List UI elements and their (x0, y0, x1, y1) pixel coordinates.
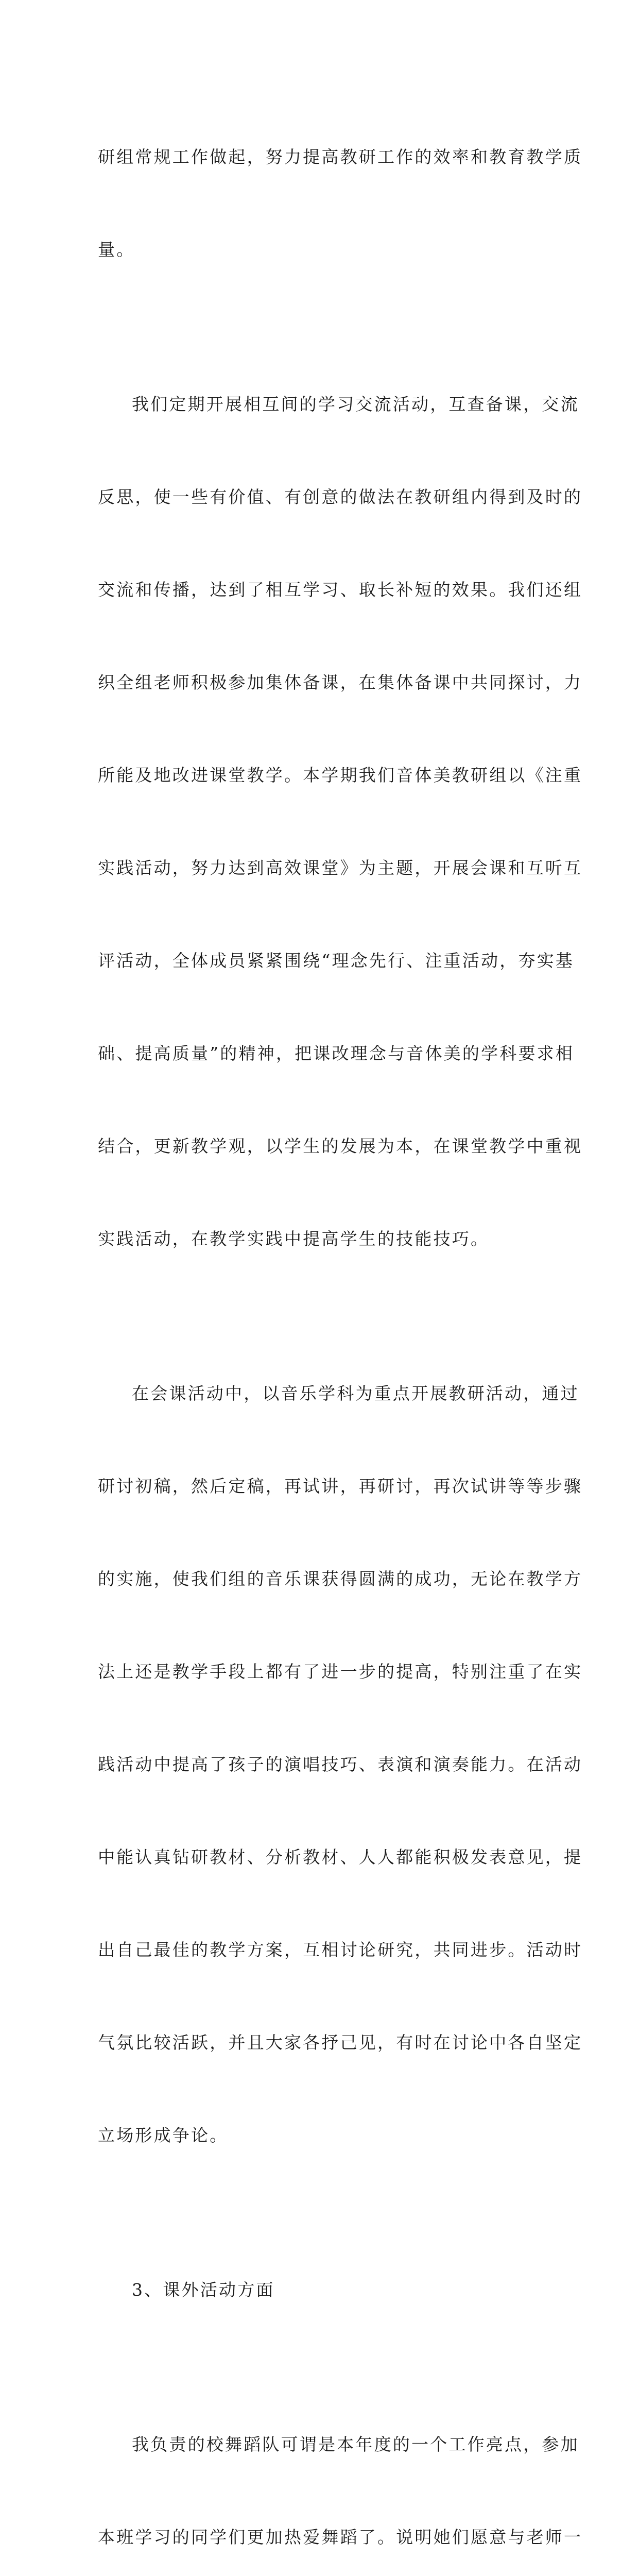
text-line: 践活动中提高了孩子的演唱技巧、表演和演奏能力。在活动 (98, 1754, 583, 1774)
text-line: 法上还是教学手段上都有了进一步的提高，特别注重了在实 (98, 1662, 583, 1682)
text-line: 交流和传播，达到了相互学习、取长补短的效果。我们还组 (98, 580, 583, 600)
text-line: 所能及地改进课堂教学。本学期我们音体美教研组以《注重 (98, 765, 583, 785)
paragraph-5 (98, 2367, 583, 2576)
text-line: 量。 (98, 240, 135, 260)
text-line: 反思，使一些有价值、有创意的做法在教研组内得到及时的 (98, 487, 583, 507)
text-line: 础、提高质量”的精神，把课改理念与音体美的学科要求相 (98, 1043, 575, 1063)
text-line: 实践活动，在教学实践中提高学生的技能技巧。 (98, 1229, 490, 1249)
text-line: 研组常规工作做起，努力提高教研工作的效率和教育教学质 (98, 147, 583, 167)
text-line: 中能认真钻研教材、分析教材、人人都能积极发表意见，提 (98, 1847, 583, 1867)
text-line: 实践活动，努力达到高效课堂》为主题，开展会课和互听互 (98, 858, 583, 878)
text-line: 我负责的校舞蹈队可谓是本年度的一个工作亮点，参加 (132, 2434, 579, 2454)
text-line: 出自己最佳的教学方案，互相讨论研究，共同进步。活动时 (98, 1940, 583, 1960)
paragraph-2 (98, 327, 583, 1316)
paragraph-1 (98, 80, 583, 327)
text-line: 3、课外活动方面 (132, 2280, 275, 2300)
paragraph-3 (98, 1316, 583, 2213)
text-line: 我们定期开展相互间的学习交流活动，互查备课，交流 (132, 394, 579, 414)
text-line: 气氛比较活跃，并且大家各抒己见，有时在讨论中各自坚定 (98, 2032, 583, 2053)
text-line: 立场形成争论。 (98, 2125, 229, 2145)
text-line: 在会课活动中，以音乐学科为重点开展教研活动，通过 (132, 1383, 579, 1403)
text-line: 本班学习的同学们更加热爱舞蹈了。说明她们愿意与老师一 (98, 2527, 583, 2547)
text-line: 结合，更新教学观，以学生的发展为本，在课堂教学中重视 (98, 1136, 583, 1156)
section-heading (98, 2213, 539, 2367)
text-line: 织全组老师积极参加集体备课，在集体备课中共同探讨，力 (98, 672, 583, 692)
text-line: 的实施，使我们组的音乐课获得圆满的成功，无论在教学方 (98, 1569, 583, 1589)
body-text (98, 80, 583, 2576)
text-line: 研讨初稿，然后定稿，再试讲，再研讨，再次试讲等等步骤 (98, 1476, 583, 1496)
text-line: 评活动，全体成员紧紧围绕“理念先行、注重活动，夯实基 (98, 951, 575, 971)
